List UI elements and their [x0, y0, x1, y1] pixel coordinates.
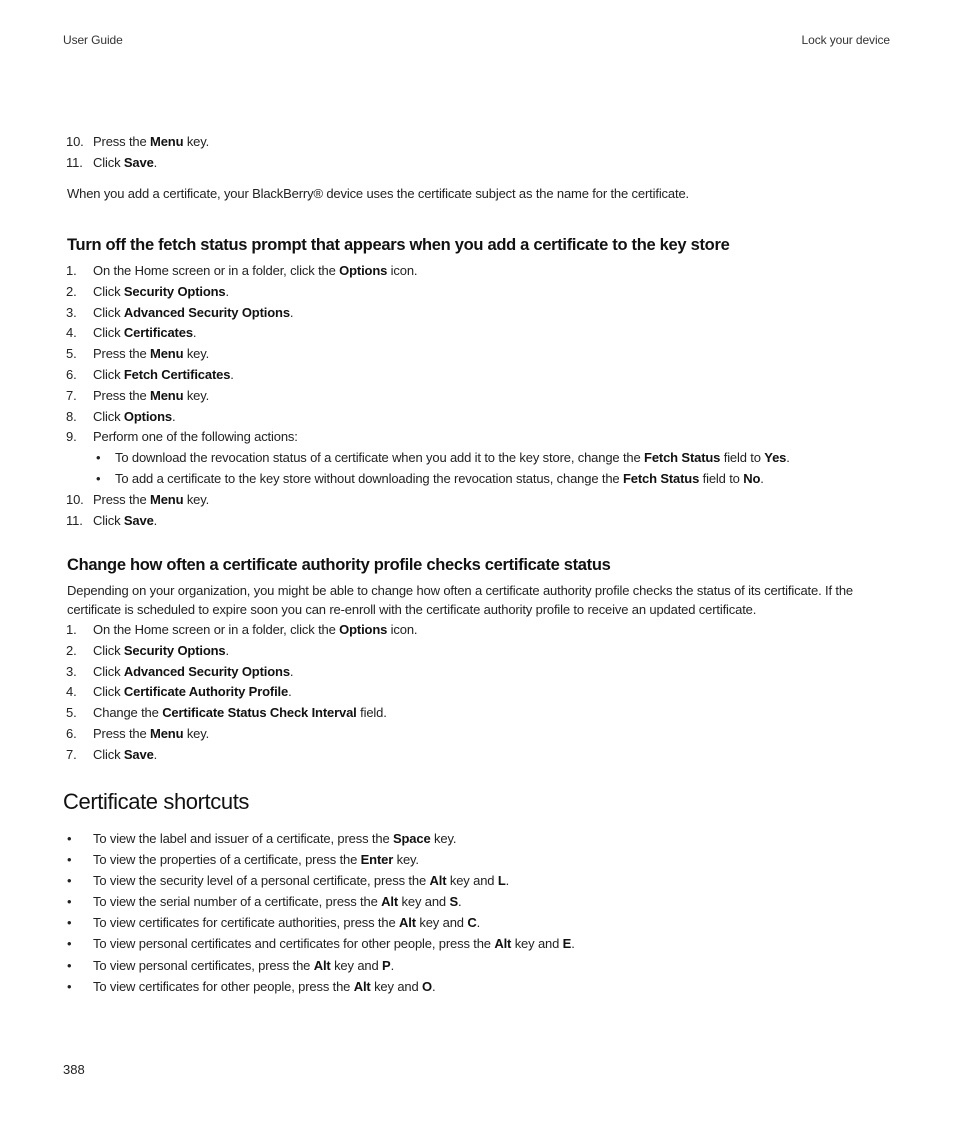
text-run: . [289, 304, 294, 320]
bold-term: O [422, 978, 432, 994]
certificate-shortcuts-list [66, 828, 575, 997]
text-run: field. [356, 705, 387, 721]
text-run: On the Home screen or in a folder, click the [93, 622, 340, 637]
bullet-item [66, 828, 575, 849]
text-run: To view personal certificates, press the [93, 957, 314, 973]
step-item [66, 490, 790, 511]
step-number: 1. [66, 622, 77, 637]
text-run: Click [93, 283, 124, 299]
bold-term: Options [123, 408, 172, 424]
bold-term: Options [339, 622, 388, 637]
text-run: key. [183, 134, 210, 149]
bullet-icon: • [67, 957, 72, 973]
step-item [66, 511, 790, 532]
bold-term: Menu [150, 134, 184, 149]
bold-term: Alt [429, 873, 447, 889]
bullet-icon: • [67, 831, 72, 846]
text-run: To view the label and issuer of a certificate, press the [93, 831, 393, 846]
text-run: Press the [93, 387, 151, 403]
bold-term: Menu [150, 491, 184, 507]
running-header-right: Lock your device [801, 33, 890, 47]
bullet-item [66, 891, 575, 912]
bold-term: Menu [150, 725, 184, 741]
bullet-icon: • [96, 470, 101, 486]
text-run: Click [93, 746, 124, 762]
text-run: . [153, 746, 158, 762]
text-run: Click [93, 642, 124, 658]
text-run: . [432, 978, 436, 994]
text-run: Click [93, 325, 124, 341]
text-run: . [288, 684, 292, 700]
step-number: 3. [66, 663, 77, 679]
step-item [66, 153, 209, 174]
text-run: To view certificates for certificate authorities, press the [93, 915, 400, 931]
step-number: 10. [66, 134, 84, 149]
bold-term: Space [393, 831, 431, 846]
text-run: Change the [93, 705, 163, 721]
step-item [66, 724, 417, 745]
bold-term: Fetch Certificates [123, 366, 231, 382]
text-run: . [571, 936, 575, 952]
bold-term: No [743, 470, 761, 486]
bold-term: Certificate Authority Profile [123, 684, 289, 700]
text-run: . [230, 366, 234, 382]
text-run: To add a certificate to the key store without downloading the revocation status, change the [115, 470, 623, 486]
bold-term: Save [123, 746, 154, 762]
sub-bullet-item [66, 448, 790, 469]
running-header-left: User Guide [63, 33, 123, 47]
bullet-icon: • [96, 450, 101, 466]
bold-term: Save [123, 154, 154, 170]
bold-term: Alt [399, 915, 416, 931]
text-run: . [153, 154, 158, 170]
step-item [66, 344, 790, 365]
bullet-icon: • [67, 978, 72, 994]
page-number: 388 [63, 1062, 85, 1077]
text-run: . [505, 873, 510, 889]
text-run: Click [93, 366, 124, 382]
bold-term: Options [339, 263, 388, 278]
text-run: key and [370, 978, 423, 994]
bullet-item [66, 912, 575, 933]
text-run: key. [430, 831, 457, 846]
bold-term: P [382, 957, 391, 973]
text-run: To view the security level of a personal certificate, press the [93, 873, 430, 889]
step-number: 2. [66, 642, 77, 658]
section-heading-status-check: Change how often a certificate authority profile checks certificate status [67, 556, 611, 574]
step-item [66, 427, 790, 448]
step-number: 5. [66, 705, 77, 721]
step-number: 6. [66, 725, 77, 741]
text-run: . [457, 894, 462, 910]
bold-term: Certificates [123, 325, 193, 341]
bold-term: Menu [150, 346, 184, 362]
text-run: . [171, 408, 176, 424]
bold-term: C [467, 915, 477, 931]
text-run: field to [699, 470, 744, 486]
step-number: 7. [66, 387, 77, 403]
intro-paragraph: When you add a certificate, your BlackBerry® device uses the certificate subject as the name for the certificate. [67, 186, 689, 201]
bold-term: Yes [764, 450, 787, 466]
text-run: key and [511, 936, 563, 952]
step-number: 3. [66, 304, 77, 320]
text-run: Click [93, 684, 124, 700]
text-run: . [192, 325, 197, 341]
text-run: Press the [93, 491, 151, 507]
text-run: To download the revocation status of a certificate when you add it to the key store, change the [115, 450, 645, 466]
step-item [66, 261, 790, 282]
bold-term: Fetch Status [622, 470, 700, 486]
step-number: 10. [66, 491, 84, 507]
bold-term: Alt [353, 978, 371, 994]
bold-term: Security Options [123, 283, 226, 299]
text-run: . [476, 915, 481, 931]
step-item [66, 703, 417, 724]
text-run: To view certificates for other people, press the [93, 978, 354, 994]
step-item [66, 407, 790, 428]
text-run: On the Home screen or in a folder, click the [93, 263, 340, 278]
section-heading-certificate-shortcuts: Certificate shortcuts [63, 789, 250, 814]
bullet-icon: • [67, 873, 72, 889]
step-number: 7. [66, 746, 77, 762]
text-run: . [289, 663, 294, 679]
bold-term: Advanced Security Options [123, 304, 290, 320]
status-check-paragraph: Depending on your organization, you might be able to change how often a certificate authority profile checks the status of its certificate. If the certificate is scheduled to expire soon you can re-enroll with the certificate authority profile to receive an updated certificate. [67, 583, 854, 617]
text-run: . [153, 512, 158, 528]
bullet-icon: • [67, 894, 72, 910]
text-run: . [390, 957, 395, 973]
text-run: key and [446, 873, 498, 889]
bold-term: S [449, 894, 458, 910]
step-item [66, 641, 417, 662]
step-number: 1. [66, 263, 77, 278]
step-item [66, 303, 790, 324]
text-run: . [786, 450, 790, 466]
step-number: 11. [66, 512, 83, 528]
bullet-item [66, 849, 575, 870]
text-run: Click [93, 663, 124, 679]
step-number: 5. [66, 346, 77, 362]
bold-term: E [562, 936, 572, 952]
text-run: To view personal certificates and certificates for other people, press the [93, 936, 495, 952]
text-run: Press the [93, 134, 151, 149]
text-run: key and [330, 957, 383, 973]
bold-term: Alt [313, 957, 331, 973]
bold-term: Alt [494, 936, 512, 952]
bullet-icon: • [67, 915, 72, 931]
step-number: 9. [66, 429, 77, 445]
text-run: key. [183, 387, 210, 403]
step-number: 6. [66, 366, 77, 382]
text-run: . [760, 470, 764, 486]
step-item [66, 620, 417, 641]
bold-term: Save [123, 512, 154, 528]
bullet-item [66, 955, 575, 976]
text-run: key. [183, 346, 210, 362]
fetch-status-steps-list [66, 261, 790, 531]
text-run: field to [720, 450, 765, 466]
bold-term: Fetch Status [644, 450, 721, 466]
text-run: To view the serial number of a certificate, press the [93, 894, 382, 910]
text-run: Click [93, 408, 124, 424]
bold-term: Advanced Security Options [123, 663, 290, 679]
step-item [66, 662, 417, 683]
step-item [66, 132, 209, 153]
step-item [66, 323, 790, 344]
step-number: 4. [66, 325, 77, 341]
text-run: To view the properties of a certificate, press the [93, 852, 361, 868]
step-number: 4. [66, 684, 77, 700]
bullet-item [66, 933, 575, 954]
step-item [66, 682, 417, 703]
text-run: key and [415, 915, 468, 931]
text-run: Perform one of the following actions: [93, 429, 298, 445]
bullet-item [66, 976, 575, 997]
text-run: key. [183, 491, 210, 507]
text-run: key. [393, 852, 419, 868]
step-item [66, 386, 790, 407]
text-run: . [225, 642, 229, 658]
bold-term: L [497, 873, 506, 889]
step-number: 8. [66, 408, 77, 424]
continued-steps-list [66, 132, 209, 174]
section-heading-fetch-status: Turn off the fetch status prompt that appears when you add a certificate to the key store [67, 236, 730, 254]
text-run: key. [183, 725, 210, 741]
bold-term: Enter [360, 852, 394, 868]
text-run: Press the [93, 725, 151, 741]
bullet-icon: • [67, 936, 72, 952]
text-run: Press the [93, 346, 151, 362]
step-item [66, 365, 790, 386]
bold-term: Menu [150, 387, 184, 403]
bold-term: Certificate Status Check Interval [162, 705, 357, 721]
bold-term: Security Options [123, 642, 226, 658]
status-check-steps-list [66, 620, 417, 766]
text-run: Click [93, 154, 124, 170]
text-run: icon. [387, 263, 418, 278]
text-run: icon. [387, 622, 418, 637]
step-number: 11. [66, 154, 83, 170]
bold-term: Alt [381, 894, 399, 910]
sub-bullet-item [66, 469, 790, 490]
text-run: Click [93, 304, 124, 320]
step-number: 2. [66, 283, 77, 299]
step-item [66, 282, 790, 303]
step-item [66, 745, 417, 766]
bullet-icon: • [67, 852, 72, 868]
text-run: Click [93, 512, 124, 528]
text-run: key and [398, 894, 450, 910]
text-run: . [225, 283, 229, 299]
bullet-item [66, 870, 575, 891]
